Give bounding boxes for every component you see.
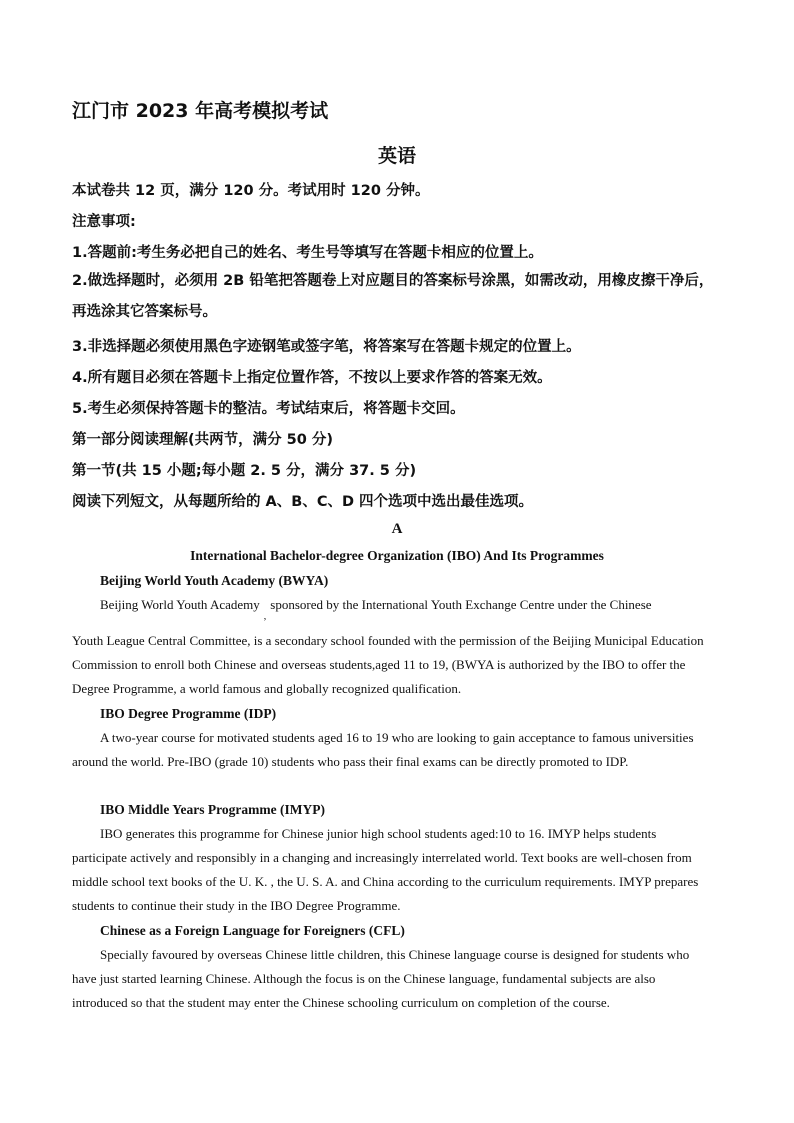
passage-label: A: [391, 521, 403, 537]
bwya-line-part-a: Beijing World Youth Academy: [100, 597, 260, 612]
instruction-item-4: 4.所有题目必须在答题卡上指定位置作答，不按以上要求作答的答案无效。: [72, 370, 552, 386]
bwya-heading: Beijing World Youth Academy (BWYA): [100, 573, 329, 588]
instruction-item-1: 1.答题前:考生务必把自己的姓名、考生号等填写在答题卡相应的位置上。: [72, 245, 543, 261]
instruction-item-5: 5.考生必须保持答题卡的整洁。考试结束后，将答题卡交回。: [72, 401, 465, 417]
instruction-item-3: 3.非选择题必须使用黑色字迹钢笔或签字笔，将答案写在答题卡规定的位置上。: [72, 339, 581, 355]
bwya-first-line: [100, 597, 652, 622]
part-one-heading: 第一部分阅读理解(共两节，满分 50 分): [72, 432, 334, 448]
instruction-item-2: 2.做选择题时，必须用 2B 铅笔把答题卷上对应题目的答案标号涂黑，如需改动，用橡皮擦干净后，再选涂其它答案标号。: [72, 273, 714, 320]
cfl-paragraph: Specially favoured by overseas Chinese little children, this Chinese language course is designed for students who have just started learning Chinese. Although the focus is on the Chinese language, fundamental subjects are also introduced so that the student may enter the Chinese schooling curriculum on completion of the course.: [72, 947, 690, 1010]
bwya-line-part-b: sponsored by the International Youth Exchange Centre under the Chinese: [270, 597, 652, 612]
notice-heading: 注意事项:: [72, 214, 136, 230]
idp-heading: IBO Degree Programme (IDP): [100, 706, 277, 721]
exam-info: 本试卷共 12 页，满分 120 分。考试用时 120 分钟。: [72, 183, 430, 199]
cfl-heading: Chinese as a Foreign Language for Foreigners (CFL): [100, 923, 405, 938]
exam-title: 江门市 2023 年高考模拟考试: [72, 100, 329, 122]
imyp-heading: IBO Middle Years Programme (IMYP): [100, 802, 325, 817]
subject-title: 英语: [377, 145, 416, 167]
section-one-heading: 第一节(共 15 小题;每小题 2. 5 分，满分 37. 5 分): [72, 463, 417, 479]
reading-direction: 阅读下列短文，从每题所给的 A、B、C、D 四个选项中选出最佳选项。: [72, 494, 534, 510]
idp-paragraph: A two-year course for motivated students aged 16 to 19 who are looking to gain acceptance to famous universities around the world. Pre-IBO (grade 10) students who pass their final exams can be directly promoted to IDP.: [72, 730, 694, 769]
imyp-paragraph: IBO generates this programme for Chinese junior high school students aged:10 to 16. IMYP helps students participate actively and responsibly in a changing and increasingly interrelated world. Text books are well-chosen from middle school text books of the U. K. , the U. S. A. and China according to the curriculum requirements. IMYP prepares students to continue their study in the IBO Degree Programme.: [72, 826, 699, 913]
passage-title: International Bachelor-degree Organization (IBO) And Its Programmes: [190, 548, 604, 563]
bwya-paragraph: Youth League Central Committee, is a secondary school founded with the permission of the Beijing Municipal Education Commission to enroll both Chinese and overseas students,aged 11 to 19, (BWYA is authorized by the IBO to offer the Degree Programme, a world famous and globally recognized qualification.: [72, 633, 704, 696]
bwya-line-tick: ,: [263, 611, 267, 622]
